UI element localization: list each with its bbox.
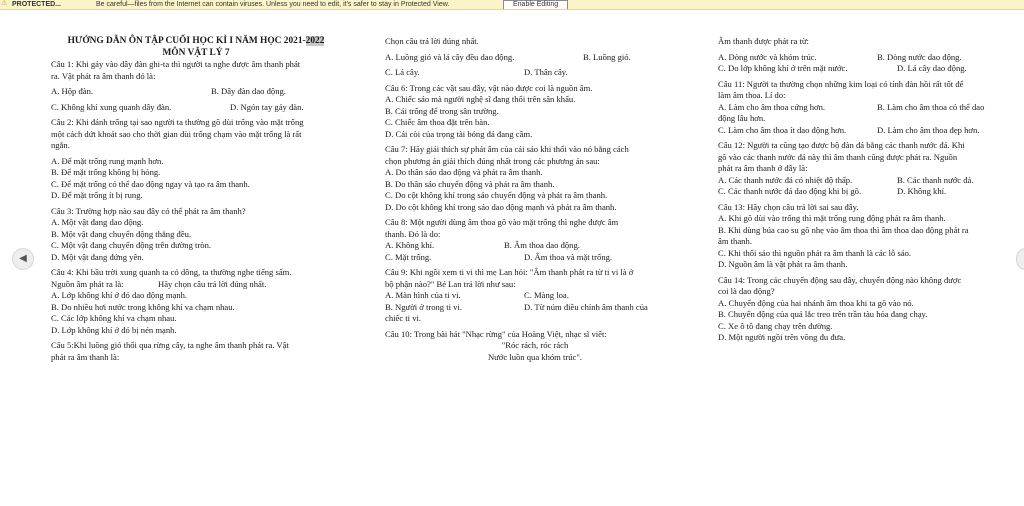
question-text: Câu 8: Một người dùng âm thoa gõ vào mặt trống thì nghe được âm: [385, 217, 619, 227]
answer-option: D. Để mặt trống ít bị rung.: [51, 190, 143, 200]
question-text: Câu 2: Khi đánh trống tại sao người ta thường gõ dùi trống vào mặt trống: [51, 117, 304, 127]
column-3: [718, 36, 1000, 344]
protected-view-title: PROTECTED...: [12, 1, 62, 8]
enable-editing-button[interactable]: Enable Editing: [503, 0, 568, 10]
answer-option: C. Mặt trống.: [385, 251, 432, 262]
question-text: Câu 11: Người ta thường chọn những kim loại có tính đàn hồi rất tốt để: [718, 78, 964, 89]
document-title: [51, 36, 341, 48]
title-year-highlight: 2022: [305, 36, 325, 46]
answer-option: C. Làm cho âm thoa ít dao động hơn.: [718, 124, 847, 135]
answer-option: D. Không khí.: [897, 186, 947, 196]
question-text: bộ phận nào?" Bé Lan trả lời như sau:: [385, 278, 516, 289]
question-text: ra. Vật phát ra âm thanh đó là:: [51, 70, 156, 81]
answer-option: B. Do nhiều hơi nước trong không khí va chạm nhau.: [51, 301, 235, 312]
answer-option: A. Để mặt trống rung mạnh hơn.: [51, 155, 164, 166]
question-text: Câu 10: Trong bài hát "Nhạc rừng" của Hoàng Việt, nhạc sĩ viết:: [385, 328, 607, 339]
answer-option: D. Từ núm điều chỉnh âm thanh của: [524, 301, 648, 312]
answer-option: C. Màng loa.: [524, 290, 569, 300]
question-text: gõ vào các thanh nước đá này thì âm thanh cũng được phát ra. Nguồn: [718, 151, 958, 162]
answer-option: C. Do cột không khí trong sáo chuyển động và phát ra âm thanh.: [385, 190, 608, 200]
answer-option: A. Do thân sáo dao động và phát ra âm thanh.: [385, 167, 543, 177]
question-text: Câu 3: Trường hợp nào sau đây có thể phát ra âm thanh?: [51, 205, 246, 216]
previous-page-button[interactable]: [12, 248, 34, 270]
answer-option: D. Một người ngồi trên võng đu đưa.: [718, 332, 846, 342]
question-text: chọn phương án giải thích đúng nhất trong các phương án sau:: [385, 155, 600, 166]
answer-option: A. Một vật đang dao động.: [51, 217, 144, 227]
protected-view-message: Be careful—files from the Internet can contain viruses. Unless you need to edit, it's safer to stay in Protected View.: [96, 1, 450, 8]
answer-option: D. Lá cây dao động.: [897, 63, 967, 73]
answer-option: C. Lá cây.: [385, 67, 420, 77]
answer-option: A. Làm cho âm thoa cứng hơn.: [718, 101, 826, 112]
shield-icon: ⚠: [1, 0, 8, 7]
answer-option: A. Luồng gió và lá cây đều dao động.: [385, 51, 515, 62]
question-text: thanh. Đó là do:: [385, 228, 441, 239]
answer-option: D. Do cột không khí trong sáo dao động mạnh và phát ra âm thanh.: [385, 201, 617, 212]
protected-view-bar: [0, 0, 1024, 10]
answer-option: C. Các lớp không khí va chạm nhau.: [51, 313, 177, 323]
question-text: Câu 5:Khi luồng gió thổi qua rừng cây, ta nghe âm thanh phát ra. Vật: [51, 340, 289, 350]
answer-option: B. Luồng gió.: [583, 51, 631, 62]
question-text: Câu 7: Hãy giải thích sự phát âm của cái sáo khi thổi vào nó bằng cách: [385, 144, 629, 154]
answer-option: A. Chuyển động của hai nhánh âm thoa khi ta gõ vào nó.: [718, 297, 914, 308]
question-text: một cách dứt khoát sao cho thời gian dùi trống chạm vào mặt trống là rất: [51, 128, 302, 139]
answer-option: D. Ngón tay gảy đàn.: [230, 101, 304, 112]
question-text: Câu 13: Hãy chọn câu trả lời sai sau đây.: [718, 201, 859, 212]
answer-option: D. Một vật đang đứng yên.: [51, 251, 144, 262]
answer-option: C. Một vật đang chuyển động trên đường tròn.: [51, 240, 212, 250]
answer-option: B. Do thân sáo chuyển động và phát ra âm thanh.: [385, 178, 555, 189]
answer-option: B. Dây đàn dao động.: [211, 86, 286, 96]
answer-option: A. Các thanh nước đá có nhiệt độ thấp.: [718, 174, 853, 185]
answer-option: D. Làm cho âm thoa đẹp hơn.: [877, 124, 980, 135]
answer-option: A. Khi gõ dùi vào trống thì mặt trống rung động phát ra âm thanh.: [718, 213, 946, 223]
question-text: Câu 4: Khi bầu trời xung quanh ta có dông, ta thường nghe tiếng sấm.: [51, 267, 292, 277]
question-text: làm âm thoa. Lí do:: [718, 90, 786, 100]
answer-option: C. Các thanh nước đá dao động khi bị gõ.: [718, 186, 862, 196]
column-2: [385, 36, 685, 363]
answer-option: B. Khi dùng búa cao su gõ nhẹ vào âm thoa thì âm thoa dao động phát ra: [718, 224, 969, 235]
document-page: [0, 36, 1024, 506]
answer-option: D. Âm thoa và mặt trống.: [524, 251, 613, 262]
question-text: Câu 9: Khi ngồi xem ti vi thì mẹ Lan hỏi: "Âm thanh phát ra từ ti vi là ở: [385, 267, 634, 277]
answer-option: A. Chiếc sáo mà người nghệ sĩ đang thổi trên sân khấu.: [385, 94, 576, 104]
answer-option: D. Cái còi của trọng tài bóng đá đang cầm.: [385, 128, 533, 139]
answer-option: B. Một vật đang chuyển động thẳng đều.: [51, 228, 192, 239]
question-text: ngắn.: [51, 140, 70, 150]
answer-option: C. Xe ô tô đang chạy trên đường.: [718, 320, 833, 331]
question-text: Hãy chọn câu trả lời đúng nhất.: [158, 278, 267, 289]
question-text: Chọn câu trả lời đúng nhất.: [385, 36, 479, 46]
quote-line: Nước luồn qua khóm trúc".: [487, 351, 583, 362]
answer-option: B. Các thanh nước đá.: [897, 174, 974, 185]
answer-option: B. Âm thoa dao động.: [504, 240, 580, 250]
answer-option: A. Không khí.: [385, 240, 435, 250]
question-text: Câu 1: Khi gảy vào dây đàn ghi-ta thì người ta nghe được âm thanh phát: [51, 59, 301, 69]
answer-option: B. Để mặt trống không bị hỏng.: [51, 167, 161, 177]
question-text: Câu 12: Người ta cũng tạo được bộ đàn đá bằng các thanh nước đá. Khi: [718, 140, 965, 150]
answer-option: C. Khi thổi sáo thì nguồn phát ra âm thanh là các lỗ sáo.: [718, 247, 912, 258]
answer-option: C. Chiếc âm thoa đặt trên bàn.: [385, 117, 490, 127]
answer-option: A. Màn hình của ti vi.: [385, 290, 461, 300]
question-text: phát ra âm thanh ở đây là:: [718, 163, 808, 173]
question-text: Âm thanh được phát ra từ:: [718, 36, 809, 46]
question-text: Câu 6: Trong các vật sau đây, vật nào được coi là nguồn âm.: [385, 82, 593, 93]
answer-option: B. Làm cho âm thoa có thể dao: [877, 101, 985, 112]
answer-option: A. Lớp không khí ở đó dao động mạnh.: [51, 290, 188, 300]
answer-option: A. Dòng nước và khóm trúc.: [718, 51, 817, 62]
question-text: Câu 14: Trong các chuyển động sau đây, chuyển động nào không được: [718, 274, 962, 285]
chevron-left-icon: ◀: [19, 253, 27, 264]
answer-option: C. Để mặt trống có thể dao động ngay và tạo ra âm thanh.: [51, 178, 250, 189]
answer-option: chiếc ti vi.: [385, 313, 422, 323]
answer-option: B. Dòng nước dao động.: [877, 51, 962, 62]
answer-option: B. Chuyển động của quả lắc treo trên trần tàu hỏa đang chạy.: [718, 309, 928, 319]
answer-option: B. Cái trống để trong sân trường.: [385, 105, 499, 116]
answer-option: D. Nguồn âm là vật phát ra âm thanh.: [718, 259, 848, 269]
title-text: HƯỚNG DẪN ÔN TẬP CUỐI HỌC KÌ I NĂM HỌC 2021-: [67, 36, 306, 46]
answer-option: C. Do lớp không khí ở trên mặt nước.: [718, 63, 848, 73]
answer-option: động lâu hơn.: [718, 113, 766, 123]
answer-option: A. Hộp đàn.: [51, 86, 94, 96]
question-text: coi là dao động?: [718, 286, 775, 296]
question-text: phát ra âm thanh là:: [51, 351, 120, 362]
answer-option: D. Thân cây.: [524, 67, 568, 77]
answer-option: C. Không khí xung quanh dây đàn.: [51, 101, 172, 112]
answer-option: âm thanh.: [718, 236, 752, 246]
quote-line: "Róc rách, róc rách: [501, 340, 569, 350]
subject-title: MÔN VẬT LÝ 7: [162, 47, 230, 58]
answer-option: B. Người ở trong ti vi.: [385, 301, 463, 312]
question-text: Nguồn âm phát ra là:: [51, 278, 124, 289]
column-1: [51, 36, 341, 363]
answer-option: D. Lớp không khí ở đó bị nén mạnh.: [51, 324, 177, 335]
